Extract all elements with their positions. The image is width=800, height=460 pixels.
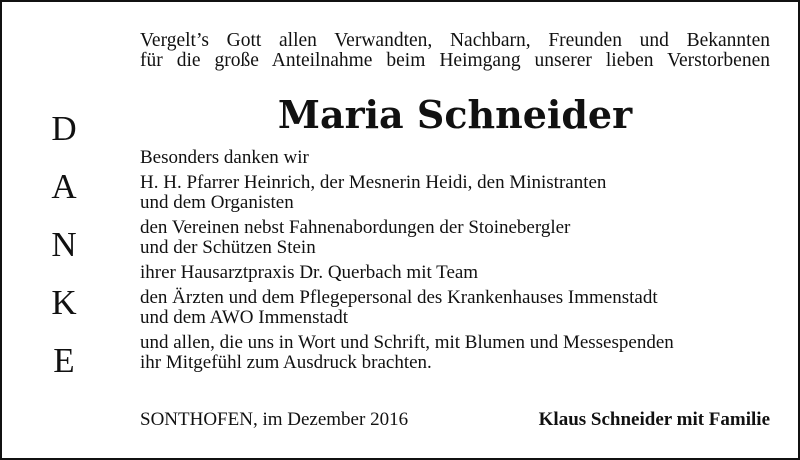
danke-letter: E — [53, 341, 75, 380]
paragraph-line: und dem AWO Immenstadt — [140, 307, 348, 328]
intro-line: für die große Anteilnahme beim Heimgang unserer lieben Verstorbenen — [140, 50, 770, 71]
danke-letter: N — [51, 225, 77, 264]
paragraph-line: und dem Organisten — [140, 192, 294, 213]
danke-letter: K — [51, 283, 77, 322]
danke-letter: A — [51, 167, 77, 206]
danke-letter: D — [51, 109, 77, 148]
thanks-paragraph — [140, 263, 770, 283]
paragraph-line: den Ärzten und dem Pflegepersonal des Krankenhauses Immenstadt — [140, 287, 658, 308]
paragraph-line: H. H. Pfarrer Heinrich, der Mesnerin Heidi, den Ministranten — [140, 172, 607, 193]
thanks-paragraph — [140, 173, 770, 213]
signature: Klaus Schneider mit Familie — [538, 409, 770, 430]
intro-text — [140, 31, 770, 71]
paragraph-line: und der Schützen Stein — [140, 237, 316, 258]
thanks-paragraph — [140, 288, 770, 328]
intro-line: Vergelt’s Gott allen Verwandten, Nachbarn, Freunden und Bekannten — [140, 30, 770, 51]
thanks-paragraph — [140, 333, 770, 373]
paragraph-line: und allen, die uns in Wort und Schrift, mit Blumen und Messespenden — [140, 332, 674, 353]
paragraph-line: ihr Mitgefühl zum Ausdruck brachten. — [140, 352, 432, 373]
deceased-name: Maria Schneider — [277, 92, 633, 137]
thanks-paragraph — [140, 218, 770, 258]
thanks-body — [140, 148, 770, 378]
paragraph-line: ihrer Hausarztpraxis Dr. Querbach mit Team — [140, 262, 479, 283]
paragraph-line: den Vereinen nebst Fahnenabordungen der Stoinebergler — [140, 217, 571, 238]
place-date: SONTHOFEN, im Dezember 2016 — [140, 409, 409, 430]
thanks-heading: Besonders danken wir — [140, 147, 309, 168]
danke-vertical-word — [44, 100, 84, 390]
